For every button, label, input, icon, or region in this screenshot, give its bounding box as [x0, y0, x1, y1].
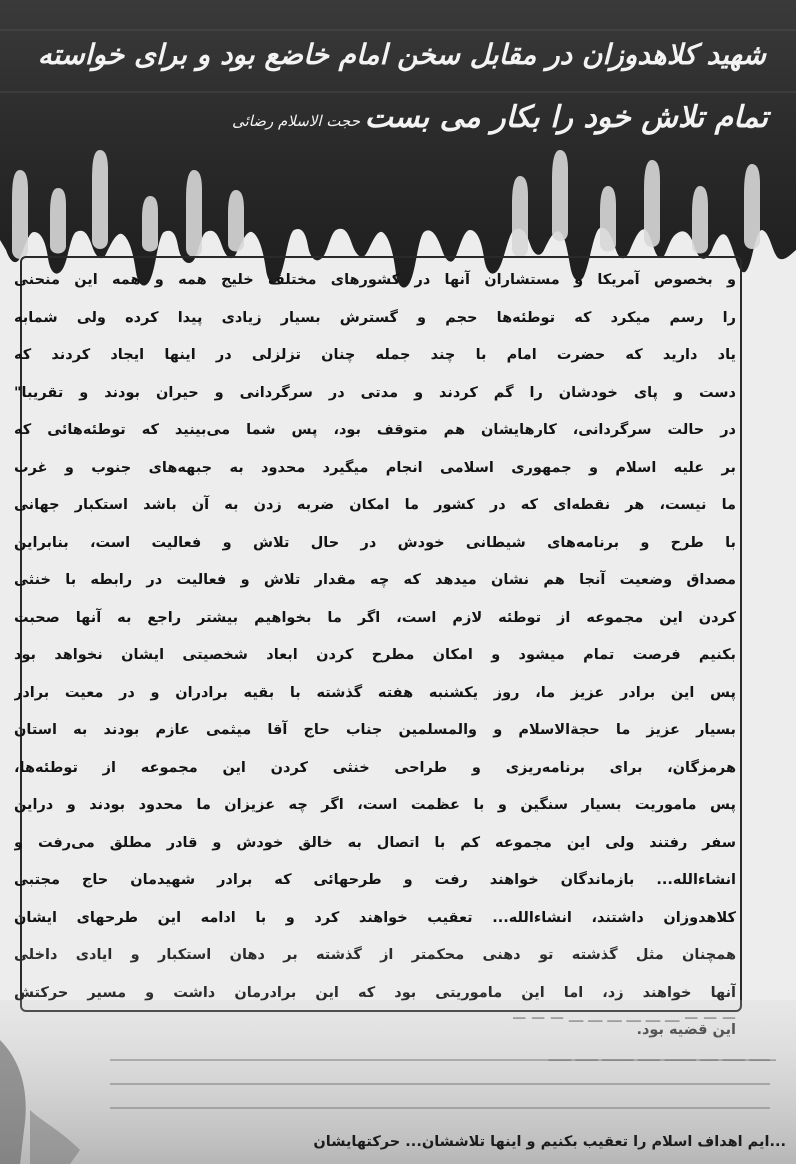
article-line: با طرح و برنامه‌های شیطانی خودش در حال تلاش و فعالیت است، بنابراین — [14, 534, 736, 551]
article-line: انشاءالله... بازماندگان خواهند رفت و طرحهائی که برادر شهیدمان حاج مجتبی — [14, 872, 736, 888]
article-body — [14, 262, 736, 1050]
header-author-credit: حجت الاسلام رضائی — [232, 112, 360, 130]
article-line: بر علیه اسلام و جمهوری اسلامی انجام میگیرد محدود به جبهه‌های جنوب و غرب — [14, 459, 736, 476]
article-line: یاد دارید که حضرت امام با چند جمله چنان تزلزلی در اینها ایجاد کردند که — [14, 347, 736, 363]
article-line: دست و پای خودشان را گم کردند و مدتی در سرگردانی و حیران بودند و تقریبا" — [14, 384, 736, 401]
article-line: همچنان مثل گذشته تو دهنی محکمتر از گذشته بر دهان استکبار و ایادی داخلی — [14, 947, 736, 963]
smudged-text-line: ــــــ ـــــ ــــ ـــــــ ـــــ ـــــــ ـــــ ـــــ — [548, 1050, 776, 1065]
article-line: آنها خواهند زد، اما این ماموریتی بود که این برادرمان داشت و مسیر حرکتش — [14, 984, 736, 1001]
article-line: بکنیم فرصت تمام میشود و امکان مطرح کردن ابعاد شخصیتی ایشان نخواهد بود — [14, 647, 736, 663]
article-line: سفر رفتند ولی این مجموعه کم با اتصال به خالق خودش و قادر مطلق می‌رفت و — [14, 834, 736, 851]
article-line: ما نیست، هر نقطه‌ای که در کشور ما امکان ضربه زدن به آن باشد استکبار جهانی — [14, 497, 736, 513]
article-line: کردن این مجموعه از توطئه لازم است، اگر ما بخواهیم بیشتر راجع به آنها صحبت — [14, 609, 736, 626]
article-line: مصداق وضعیت آنجا هم نشان میدهد که چه مقدار تلاش و فعالیت در رابطه با خنثی — [14, 572, 736, 588]
article-line: پس این برادر عزیز ما، روز یکشنبه هفته گذشته با بقیه برادران و در معیت برادر — [14, 684, 736, 701]
article-line: هرمزگان، برای برنامه‌ریزی و طراحی خنثی کردن این مجموعه از توطئه‌ها، — [14, 759, 736, 776]
header-banner — [0, 0, 796, 300]
header-title-line-1: شهید کلاهدوزان در مقابل سخن امام خاضع بود و برای خواسته — [37, 38, 766, 71]
article-line: در حالت سرگردانی، کارهایشان هم متوقف بود، پس شما می‌بینید که توطئه‌هائی که — [14, 422, 736, 438]
article-line: بسیار عزیز ما حجةالاسلام و والمسلمین جناب حاج آقا میثمی عازم بودند به استان — [14, 722, 736, 738]
footer-bottom-line: ...ایم اهداف اسلام را تعقیب بکنیم و اینها تلاششان... حرکتهایشان — [313, 1134, 786, 1150]
article-line: پس ماموریت بسیار سنگین و با عظمت است، اگر چه عزیزان ما محدود بودند و دراین — [14, 797, 736, 813]
article-line: کلاهدوزان داشتند، انشاءالله... تعقیب خواهند کرد و با ادامه این طرحهای ایشان — [14, 909, 736, 926]
smudged-text-line: — — — ـــ ـــ ـــ ـــ ـــ ـــ — — — — [512, 1010, 736, 1026]
header-title-line-2: تمام تلاش خود را بکار می بست — [364, 100, 768, 135]
article-line: را رسم میکرد که توطئه‌ها حجم و گسترش بسیار زیادی پیدا کرده ولی شمابه — [14, 309, 736, 326]
article-line: و بخصوص آمریکا و مستشاران آنها در کشورهای مختلف خلیج همه و همه این منحنی — [14, 272, 736, 288]
